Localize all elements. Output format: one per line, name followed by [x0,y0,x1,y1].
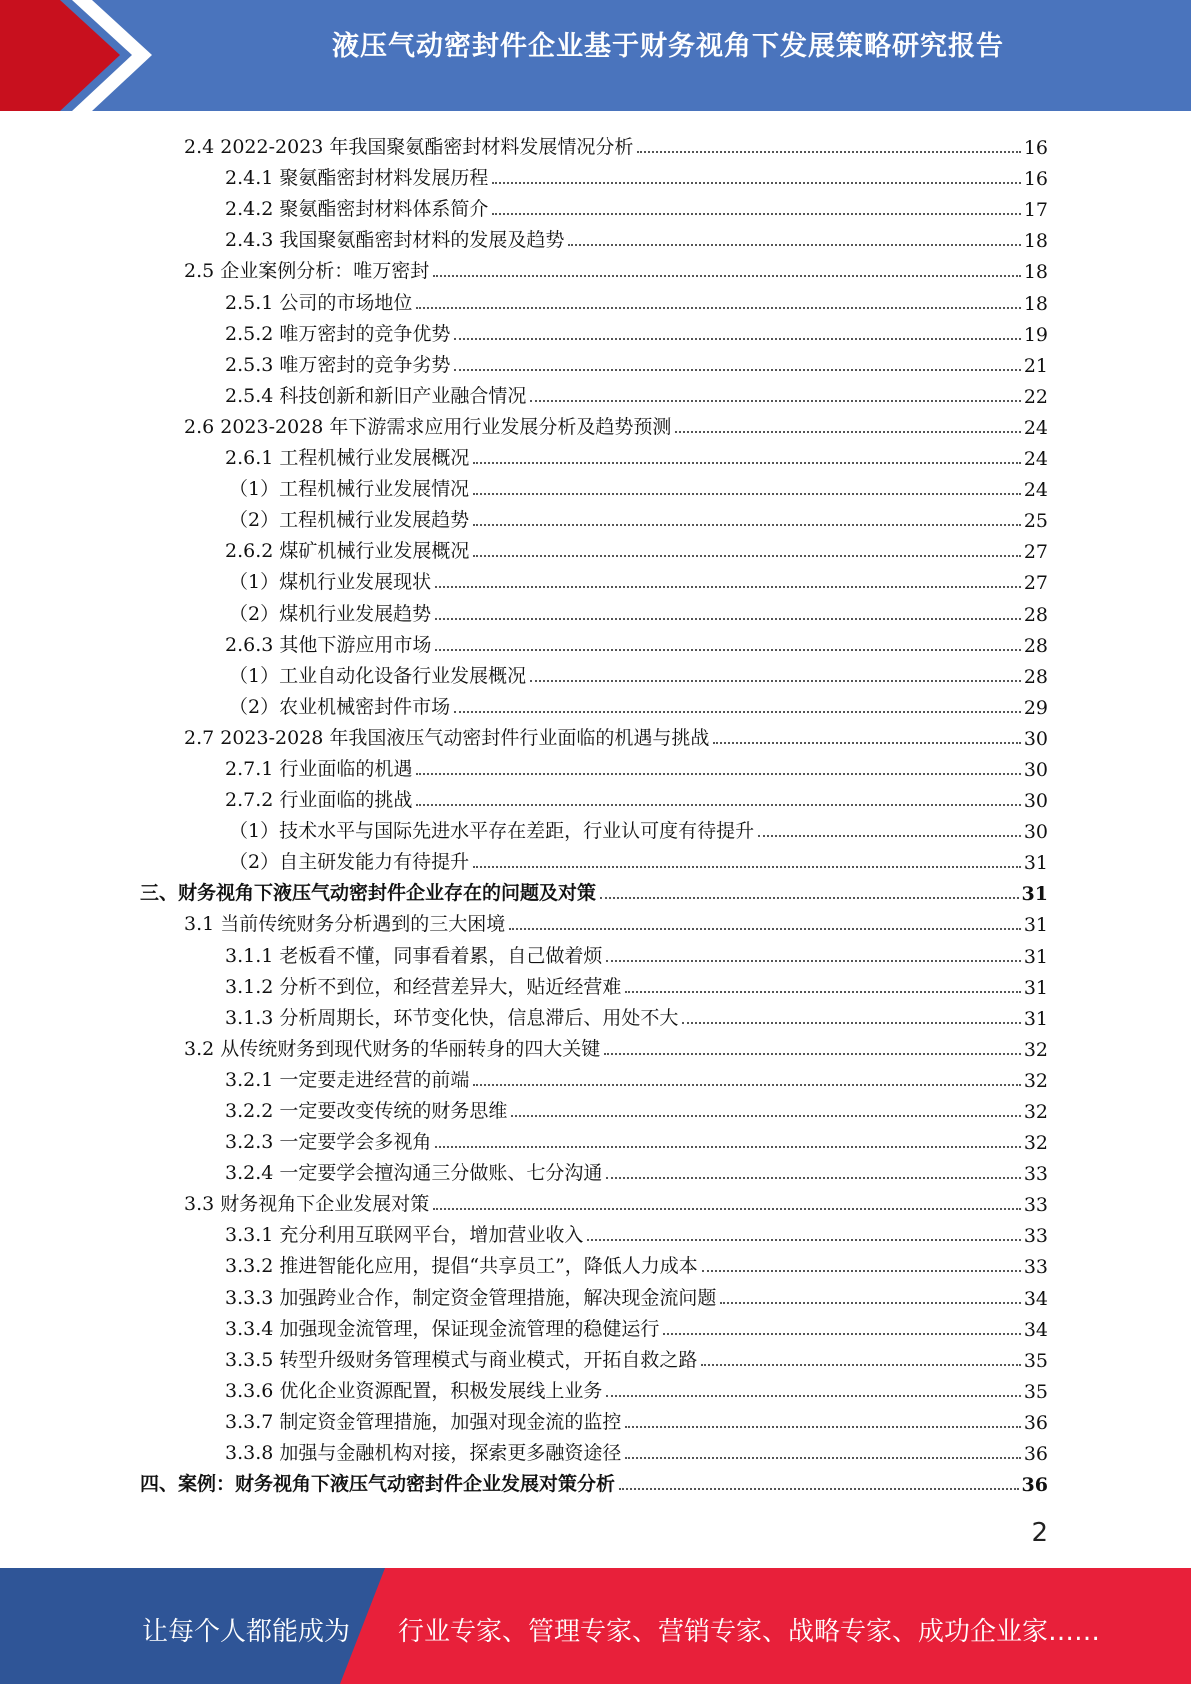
footer-slogan-right: 行业专家、管理专家、营销专家、战略专家、成功企业家…… [398,1617,1101,1647]
toc-entry[interactable] [140,874,1048,905]
toc-dot-leader [701,1364,1020,1366]
toc-entry-title: 3.2.3 一定要学会多视角 [225,1131,432,1154]
toc-dot-leader [530,680,1021,682]
page-footer [0,1568,1191,1684]
toc-entry[interactable] [140,1403,1048,1434]
toc-entry-title: 2.6.3 其他下游应用市场 [225,633,432,656]
toc-entry-title: （2）自主研发能力有待提升 [229,851,470,874]
toc-entry-page: 31 [1023,945,1048,968]
toc-entry-page: 16 [1023,137,1048,160]
toc-entry-title: 2.7.1 行业面临的机遇 [225,757,413,780]
toc-entry[interactable] [140,159,1048,190]
toc-dot-leader [416,773,1020,775]
toc-entry-page: 24 [1023,448,1048,471]
toc-entry[interactable] [140,1465,1048,1496]
toc-entry-title: 2.5.3 唯万密封的竞争劣势 [225,353,451,376]
toc-entry[interactable] [140,1216,1048,1247]
toc-entry-page: 25 [1023,510,1048,533]
toc-entry-page: 27 [1023,572,1048,595]
toc-entry[interactable] [140,719,1048,750]
toc-entry-title: 2.6 2023-2028 年下游需求应用行业发展分析及趋势预测 [184,415,672,438]
toc-entry-page: 24 [1023,416,1048,439]
toc-dot-leader [587,1239,1020,1241]
toc-dot-leader [433,1208,1021,1210]
toc-entry-title: （1）煤机行业发展现状 [229,571,432,594]
toc-dot-leader [454,711,1021,713]
toc-dot-leader [416,804,1020,806]
toc-entry[interactable] [140,843,1048,874]
toc-entry-page: 28 [1023,603,1048,626]
toc-entry[interactable] [140,128,1048,159]
toc-entry-title: 3.3.4 加强现金流管理，保证现金流管理的稳健运行 [225,1317,660,1340]
toc-entry-title: （2）煤机行业发展趋势 [229,602,432,625]
toc-dot-leader [758,835,1021,837]
toc-entry[interactable] [140,812,1048,843]
toc-entry-page: 31 [1021,883,1048,906]
toc-dot-leader [606,1177,1020,1179]
toc-dot-leader [433,275,1021,277]
toc-entry[interactable] [140,470,1048,501]
toc-entry-title: 2.6.1 工程机械行业发展概况 [225,447,470,470]
toc-entry[interactable] [140,781,1048,812]
toc-entry-title: 2.4.3 我国聚氨酯密封材料的发展及趋势 [225,229,565,252]
toc-entry-page: 18 [1023,292,1048,315]
toc-entry[interactable] [140,190,1048,221]
toc-entry[interactable] [140,968,1048,999]
toc-entry-title: （1）工程机械行业发展情况 [229,478,470,501]
toc-entry[interactable] [140,1061,1048,1092]
toc-entry-page: 34 [1023,1318,1048,1341]
toc-dot-leader [473,555,1020,557]
toc-entry-page: 30 [1023,790,1048,813]
toc-entry-page: 32 [1023,1069,1048,1092]
toc-dot-leader [454,369,1020,371]
toc-entry[interactable] [140,1247,1048,1278]
toc-entry-page: 27 [1023,541,1048,564]
toc-dot-leader [435,649,1020,651]
toc-entry-page: 18 [1023,230,1048,253]
toc-dot-leader [435,1146,1020,1148]
toc-entry-title: 3.3.1 充分利用互联网平台，增加营业收入 [225,1224,584,1247]
toc-dot-leader [606,1395,1020,1397]
toc-dot-leader [473,462,1020,464]
toc-dot-leader [604,1053,1021,1055]
toc-entry-title: （1）技术水平与国际先进水平存在差距，行业认可度有待提升 [229,820,755,843]
toc-entry[interactable] [140,1372,1048,1403]
toc-entry[interactable] [140,439,1048,470]
toc-entry-page: 30 [1023,821,1048,844]
toc-entry-title: 3.1.1 老板看不懂，同事看着累，自己做着烦 [225,944,603,967]
toc-entry-title: 3.3 财务视角下企业发展对策 [184,1193,430,1216]
toc-entry[interactable] [140,750,1048,781]
toc-dot-leader [663,1333,1020,1335]
toc-entry-title: 3.1.2 分析不到位，和经营差异大，贴近经营难 [225,975,622,998]
toc-entry-title: 2.4 2022-2023 年我国聚氨酯密封材料发展情况分析 [184,136,634,159]
toc-entry-page: 28 [1023,665,1048,688]
toc-entry[interactable] [140,501,1048,532]
toc-entry-title: 2.5.4 科技创新和新旧产业融合情况 [225,384,527,407]
toc-dot-leader [713,742,1020,744]
toc-entry[interactable] [140,252,1048,283]
toc-entry[interactable] [140,1278,1048,1309]
toc-entry[interactable] [140,1092,1048,1123]
toc-entry-title: 3.3.3 加强跨业合作，制定资金管理措施，解决现金流问题 [225,1286,717,1309]
toc-entry[interactable] [140,1123,1048,1154]
toc-entry-title: 2.4.1 聚氨酯密封材料发展历程 [225,167,489,190]
toc-entry-title: （1）工业自动化设备行业发展概况 [229,664,527,687]
toc-dot-leader [682,1022,1020,1024]
toc-entry-page: 18 [1023,261,1048,284]
toc-dot-leader [625,1457,1020,1459]
toc-entry-title: 3.1.3 分析周期长，环节变化快，信息滞后、用处不大 [225,1006,679,1029]
toc-entry[interactable] [140,905,1048,936]
toc-entry[interactable] [140,936,1048,967]
toc-entry-page: 32 [1023,1132,1048,1155]
toc-dot-leader [600,897,1019,899]
toc-dot-leader [720,1302,1020,1304]
toc-entry[interactable] [140,1030,1048,1061]
toc-entry-page: 34 [1023,1287,1048,1310]
toc-entry-page: 33 [1023,1225,1048,1248]
toc-entry-page: 30 [1023,758,1048,781]
table-of-contents [140,128,1048,1496]
toc-entry[interactable] [140,1185,1048,1216]
toc-entry-page: 29 [1023,696,1048,719]
toc-dot-leader [492,213,1020,215]
toc-entry-page: 32 [1023,1038,1048,1061]
toc-dot-leader [619,1488,1019,1490]
toc-entry-title: 2.4.2 聚氨酯密封材料体系简介 [225,198,489,221]
toc-entry-title: 3.2.1 一定要走进经营的前端 [225,1068,470,1091]
toc-entry[interactable] [140,1310,1048,1341]
toc-entry-page: 35 [1023,1349,1048,1372]
toc-entry-page: 28 [1023,634,1048,657]
toc-dot-leader [492,182,1020,184]
toc-entry-page: 16 [1023,168,1048,191]
toc-entry[interactable] [140,1154,1048,1185]
toc-entry[interactable] [140,999,1048,1030]
toc-entry[interactable] [140,315,1048,346]
toc-entry[interactable] [140,408,1048,439]
toc-entry-page: 33 [1023,1163,1048,1186]
toc-entry-page: 33 [1023,1194,1048,1217]
toc-dot-leader [435,618,1021,620]
document-title: 液压气动密封件企业基于财务视角下发展策略研究报告 [332,31,1004,62]
toc-dot-leader [675,431,1020,433]
toc-dot-leader [568,244,1020,246]
toc-entry-title: 2.5.2 唯万密封的竞争优势 [225,322,451,345]
toc-entry-title: 3.3.2 推进智能化应用，提倡“共享员工”，降低人力成本 [225,1255,698,1278]
toc-entry-page: 21 [1023,354,1048,377]
toc-entry-page: 31 [1023,914,1048,937]
toc-entry-title: 三、财务视角下液压气动密封件企业存在的问题及对策 [140,882,597,905]
toc-dot-leader [454,338,1020,340]
toc-entry-title: 3.3.8 加强与金融机构对接，探索更多融资途径 [225,1442,622,1465]
toc-entry-title: 3.2 从传统财务到现代财务的华丽转身的四大关键 [184,1037,601,1060]
toc-dot-leader [606,960,1020,962]
toc-entry-title: 3.3.7 制定资金管理措施，加强对现金流的监控 [225,1410,622,1433]
footer-slogan-left: 让每个人都能成为 [142,1617,351,1647]
toc-dot-leader [473,1084,1020,1086]
toc-dot-leader [637,151,1020,153]
toc-entry-title: 3.2.4 一定要学会擅沟通三分做账、七分沟通 [225,1162,603,1185]
toc-entry[interactable] [140,1434,1048,1465]
toc-entry[interactable] [140,594,1048,625]
toc-entry[interactable] [140,563,1048,594]
toc-entry[interactable] [140,346,1048,377]
toc-entry-page: 31 [1023,852,1048,875]
toc-dot-leader [702,1270,1021,1272]
toc-entry[interactable] [140,221,1048,252]
toc-entry[interactable] [140,1341,1048,1372]
toc-entry[interactable] [140,283,1048,314]
toc-entry-title: 3.3.5 转型升级财务管理模式与商业模式，开拓自救之路 [225,1348,698,1371]
toc-dot-leader [473,524,1021,526]
toc-entry-title: 2.7 2023-2028 年我国液压气动密封件行业面临的机遇与挑战 [184,726,710,749]
toc-entry-page: 17 [1023,199,1048,222]
page-number: 2 [1031,1518,1048,1548]
toc-dot-leader [625,1426,1020,1428]
toc-entry-page: 33 [1023,1256,1048,1279]
toc-entry-title: 3.3.6 优化企业资源配置，积极发展线上业务 [225,1379,603,1402]
toc-entry-page: 32 [1023,1101,1048,1123]
toc-entry-page: 31 [1023,1007,1048,1030]
toc-entry[interactable] [140,532,1048,563]
toc-entry-page: 36 [1023,1411,1048,1434]
toc-entry-title: 四、案例：财务视角下液压气动密封件企业发展对策分析 [140,1473,616,1496]
toc-entry-page: 22 [1023,385,1048,408]
toc-entry-page: 24 [1023,479,1048,502]
toc-entry[interactable] [140,688,1048,719]
toc-entry-title: 2.6.2 煤矿机械行业发展概况 [225,540,470,563]
toc-entry-title: 3.1 当前传统财务分析遇到的三大困境 [184,913,506,936]
toc-entry[interactable] [140,626,1048,657]
toc-dot-leader [473,866,1021,868]
toc-entry-page: 35 [1023,1380,1048,1403]
toc-entry-page: 19 [1023,323,1048,346]
toc-dot-leader [511,1115,1020,1117]
toc-entry-title: （2）农业机械密封件市场 [229,695,451,718]
toc-entry[interactable] [140,377,1048,408]
toc-dot-leader [625,991,1020,993]
toc-entry-page: 31 [1023,976,1048,999]
toc-entry-title: 2.5 企业案例分析：唯万密封 [184,260,430,283]
toc-dot-leader [435,586,1021,588]
toc-entry-title: （2）工程机械行业发展趋势 [229,509,470,532]
toc-entry-page: 36 [1021,1474,1048,1497]
toc-dot-leader [416,307,1020,309]
toc-entry-page: 36 [1023,1443,1048,1466]
toc-entry-title: 3.2.2 一定要改变传统的财务思维 [225,1100,508,1122]
toc-entry-title: 2.5.1 公司的市场地位 [225,291,413,314]
page-header [0,0,1191,111]
toc-entry[interactable] [140,657,1048,688]
toc-dot-leader [473,493,1021,495]
toc-dot-leader [509,928,1021,930]
toc-entry-page: 30 [1023,727,1048,750]
toc-entry-title: 2.7.2 行业面临的挑战 [225,789,413,812]
toc-dot-leader [530,400,1020,402]
